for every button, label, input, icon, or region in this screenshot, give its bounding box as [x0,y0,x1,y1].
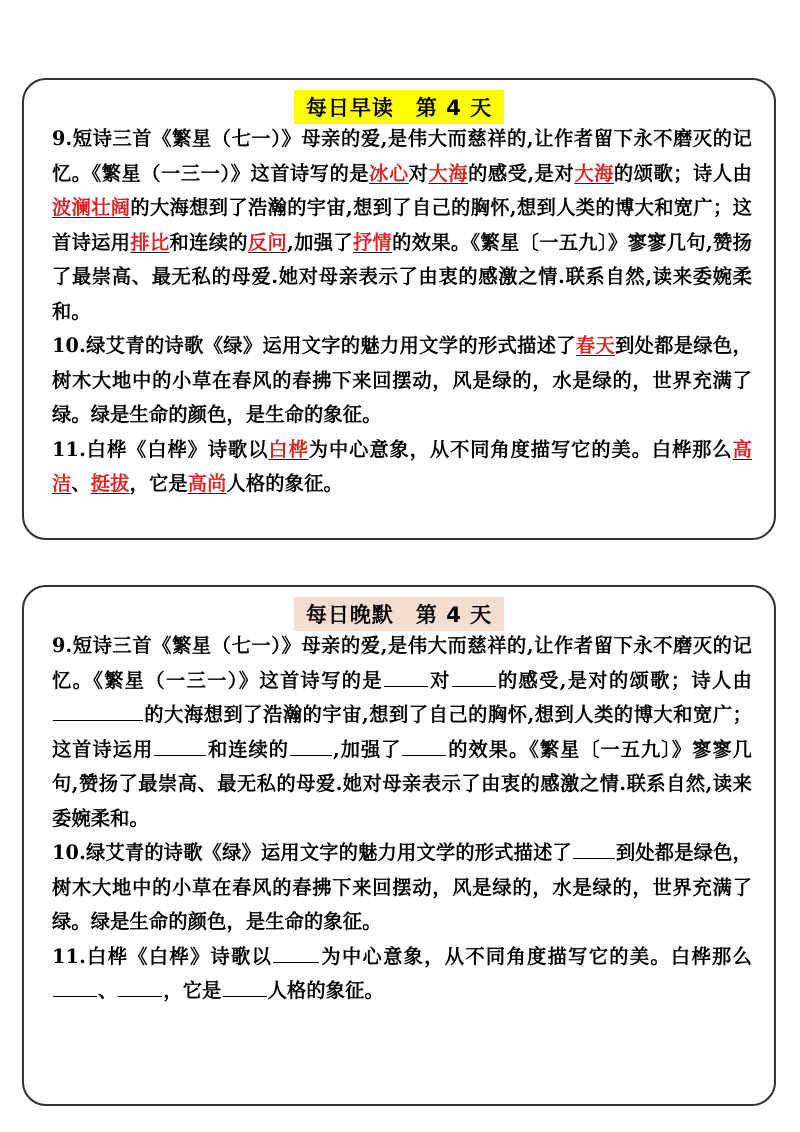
fill-blank [118,974,162,997]
text-segment: 和连续的 [169,230,248,254]
evening-item-9 [52,629,752,836]
text-segment: 10.绿艾青的诗歌《绿》运用文字的魅力用文学的形式描述了 [52,334,576,357]
fill-blank [53,698,143,721]
text-segment: 为中心意象，从不同角度描写它的美。白桦那么 [320,944,753,968]
answer-paibi: 排比 [130,230,170,254]
text-segment: 人格的象征。 [226,472,343,495]
evening-item-11 [52,940,752,1009]
fill-blank [53,974,97,997]
answer-baihua: 白桦 [268,437,309,461]
morning-item-10 [52,329,752,433]
evening-dictation-card [22,585,776,1106]
answer-fanwen: 反问 [247,230,288,254]
answer-chuntian: 春天 [575,334,616,357]
answer-gaojie: 高洁 [52,437,753,495]
text-segment: 人格的象征。 [267,979,384,1002]
fill-blank [402,733,446,756]
morning-reading-card [22,78,776,540]
text-segment: 对 [408,161,429,185]
fill-blank [223,974,267,997]
morning-item-9 [52,122,752,329]
fill-blank [573,836,615,859]
answer-gaoshang: 高尚 [187,472,227,495]
morning-item-11 [52,433,752,502]
text-segment: 对 [428,668,451,692]
fill-blank [154,733,206,756]
morning-content [52,122,752,502]
text-segment: 到处都是绿色，树木大地中的小草在春风的春拂下来回摆动，风是绿的，水是绿的，世界充满了绿。绿是生命的颜色，是生命的象征。 [52,334,752,426]
text-segment: 和连续的 [207,737,289,761]
answer-shuqing: 抒情 [352,230,393,254]
text-segment: 9.短诗三首《繁星（七一）》母亲的爱,是伟大而慈祥的,让作者留下永不磨灭的记忆。《繁星（一三一）》这首诗写的是 [52,634,752,692]
answer-dahai: 大海 [428,161,469,185]
text-segment: 的大海想到了浩瀚的宇宙,想到了自己的胸怀,想到人类的博大和宽广；这首诗运用 [52,196,752,254]
answer-bingxin: 冰心 [369,161,409,185]
evening-item-10 [52,836,752,940]
text-segment: 11.白桦《白桦》诗歌以 [52,437,269,461]
text-segment: 的大海想到了浩瀚的宇宙,想到了自己的胸怀,想到人类的博大和宽广；这首诗运用 [52,703,752,761]
text-segment: ，它是 [163,979,222,1002]
text-segment: 的感受,是对 [496,668,610,692]
answer-dahai-2: 大海 [574,161,614,185]
fill-blank [273,940,319,963]
text-segment: ,加强了 [287,230,353,254]
text-segment: 的效果。《繁星〔一五九〕》寥寥几句,赞扬了最崇高、最无私的母爱.她对母亲表示了由衷的感激之情.联系自然,读来委婉柔和。 [52,230,753,323]
text-segment: 10.绿艾青的诗歌《绿》运用文字的魅力用文学的形式描述了 [52,841,572,864]
text-segment: ，它是 [129,472,188,495]
text-segment: 为中心意象，从不同角度描写它的美。白桦那么 [308,437,733,461]
evening-card-title: 每日晚默 第 4 天 [294,597,504,631]
text-segment: 11.白桦《白桦》诗歌以 [52,944,273,968]
fill-blank [290,733,332,756]
text-segment: 的感受,是对 [468,161,575,185]
text-segment: 到处都是绿色，树木大地中的小草在春风的春拂下来回摆动，风是绿的，水是绿的，世界充满了绿。绿是生命的颜色，是生命的象征。 [52,841,752,933]
text-segment: ,加强了 [332,737,402,761]
text-segment: 的颂歌；诗人由 [609,668,752,692]
answer-bolanzhuangkuo: 波澜壮阔 [52,196,131,219]
text-segment: 的效果。《繁星〔一五九〕》寥寥几句,赞扬了最崇高、最无私的母爱.她对母亲表示了由衷的感激之情.联系自然,读来委婉柔和。 [52,737,752,830]
morning-card-title: 每日早读 第 4 天 [294,90,504,124]
text-segment: 、 [71,472,91,495]
answer-tingba: 挺拔 [90,472,130,495]
text-segment: 9.短诗三首《繁星（七一）》母亲的爱,是伟大而慈祥的,让作者留下永不磨灭的记忆。《繁星（一三一）》这首诗写的是 [52,127,752,185]
text-segment: 的颂歌；诗人由 [613,161,753,185]
text-segment: 、 [98,979,118,1002]
fill-blank [452,664,496,687]
fill-blank [384,664,428,687]
evening-content [52,629,752,1009]
